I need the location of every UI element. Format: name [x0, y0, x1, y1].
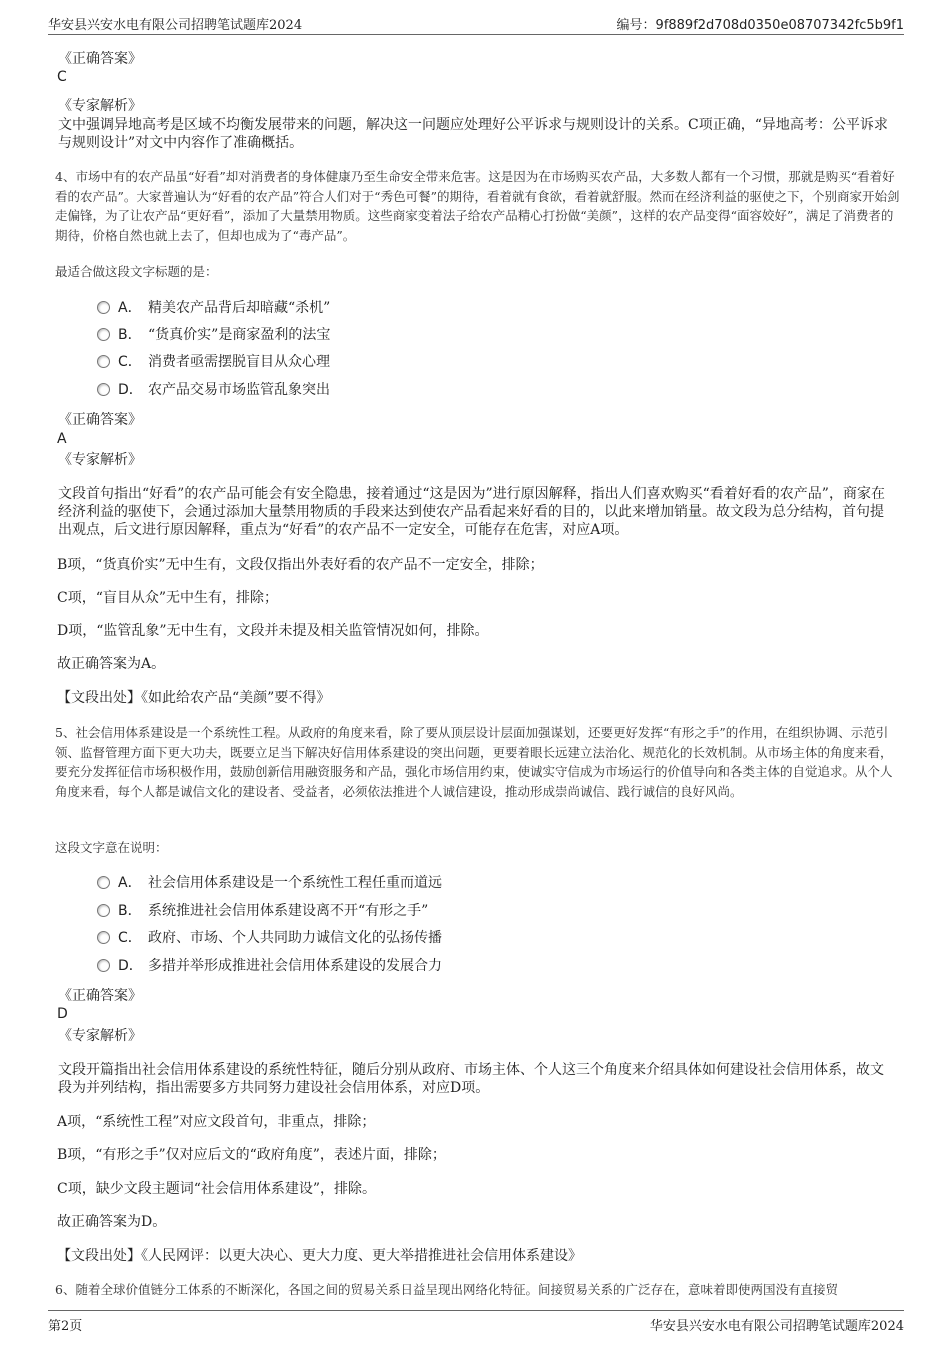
option-key: D．: [118, 382, 143, 398]
radio-icon[interactable]: [97, 904, 110, 917]
option-key: C．: [118, 354, 142, 370]
option-key: B．: [118, 903, 142, 919]
footer-title: 华安县兴安水电有限公司招聘笔试题库2024: [649, 1319, 904, 1334]
q4-analysis-p1: 文段首句指出“好看”的农产品可能会有安全隐患，接着通过“这是因为”进行原因解释，指出人们喜欢购买“看着好看的农产品”，商家在经济利益的驱使下，会通过添加大量禁用物质的手段来达到使农产品看起来好看的目的，以此来增加销量。故文段为总分结构，首句提出观点，后文进行原因解释，重点为“好看”的农产品不一定安全，可能存在危害，对应A项。: [58, 486, 885, 538]
q5-answer: D: [57, 1006, 68, 1022]
q5-analysis-p5: 故正确答案为D。: [57, 1214, 167, 1230]
radio-icon[interactable]: [97, 931, 110, 944]
option-key: B．: [118, 327, 142, 343]
q5-option-d[interactable]: [97, 955, 442, 977]
option-key: A．: [118, 875, 142, 891]
radio-icon[interactable]: [97, 876, 110, 889]
q5-analysis-p3: B项，“有形之手”仅对应后文的“政府角度”，表述片面，排除；: [57, 1147, 446, 1163]
option-text: 多措并举形成推进社会信用体系建设的发展合力: [148, 958, 442, 974]
radio-icon[interactable]: [97, 328, 110, 341]
q4-analysis-p4: D项，“监管乱象”无中生有，文段并未提及相关监管情况如何，排除。: [57, 623, 489, 639]
q4-option-d[interactable]: [97, 379, 330, 401]
page-header: [48, 8, 904, 35]
option-key: A．: [118, 300, 142, 316]
q5-analysis-p2: A项，“系统性工程”对应文段首句，非重点，排除；: [57, 1114, 376, 1130]
q5-option-a[interactable]: [97, 872, 442, 894]
option-key: D．: [118, 958, 143, 974]
option-key: C．: [118, 930, 142, 946]
q5-option-c[interactable]: [97, 927, 442, 949]
option-text: 系统推进社会信用体系建设离不开“有形之手”: [148, 903, 429, 919]
q3-answer-label: 《正确答案》: [58, 51, 142, 67]
q4-option-a[interactable]: [97, 297, 330, 319]
q4-answer-label: 《正确答案》: [58, 412, 142, 428]
q3-analysis-label: 《专家解析》: [58, 98, 142, 114]
q5-source: 【文段出处】《人民网评：以更大决心、更大力度、更大举措推进社会信用体系建设》: [57, 1248, 582, 1264]
q4-ask: 最适合做这段文字标题的是：: [55, 264, 218, 279]
q4-analysis-p2: B项，“货真价实”无中生有，文段仅指出外表好看的农产品不一定安全，排除；: [57, 557, 544, 573]
option-text: 精美农产品背后却暗藏“杀机”: [148, 300, 331, 316]
radio-icon[interactable]: [97, 383, 110, 396]
q4-source: 【文段出处】《如此给农产品“美颜”要不得》: [57, 690, 331, 706]
q4-analysis-p5: 故正确答案为A。: [57, 656, 166, 672]
radio-icon[interactable]: [97, 301, 110, 314]
option-text: 社会信用体系建设是一个系统性工程任重而道远: [148, 875, 442, 891]
q5-option-b[interactable]: [97, 900, 428, 922]
radio-icon[interactable]: [97, 355, 110, 368]
option-text: “货真价实”是商家盈利的法宝: [148, 327, 331, 343]
q4-answer: A: [57, 431, 67, 447]
q3-analysis: 文中强调异地高考是区域不均衡发展带来的问题，解决这一问题应处理好公平诉求与规则设计的关系。C项正确，“异地高考：公平诉求与规则设计”对文中内容作了准确概括。: [58, 117, 888, 151]
page-number: 第2页: [48, 1319, 83, 1334]
page-footer: [48, 1310, 904, 1335]
q4-analysis-p3: C项，“盲目从众”无中生有，排除；: [57, 590, 279, 606]
q4-analysis-label: 《专家解析》: [58, 452, 142, 468]
radio-icon[interactable]: [97, 959, 110, 972]
q5-analysis-p4: C项，缺少文段主题词“社会信用体系建设”，排除。: [57, 1181, 377, 1197]
q5-question-text: 5、社会信用体系建设是一个系统性工程。从政府的角度来看，除了要从顶层设计层面加强谋划，还要更好发挥“有形之手”的作用，在组织协调、示范引领、监督管理方面下更大功夫，既要立足当下解决好信用体系建设的突出问题，更要着眼长远建立法治化、规范化的长效机制。从市场主体的角度来看，要充分发挥征信市场积极作用，鼓励创新信用融资服务和产品，强化市场信用约束，使诚实守信成为市场运行的价值导向和各类主体的自觉追求。从个人角度来看，每个人都是诚信文化的建设者、受益者，必须依法推进个人诚信建设，推动形成崇尚诚信、践行诚信的良好风尚。: [55, 725, 893, 799]
q5-answer-label: 《正确答案》: [58, 988, 142, 1004]
option-text: 农产品交易市场监管乱象突出: [148, 382, 330, 398]
q4-question-text: 4、市场中有的农产品虽“好看”却对消费者的身体健康乃至生命安全带来危害。这是因为在市场购买农产品，大多数人都有一个习惯，那就是购买“看着好看的农产品”。大家普遍认为“好看的农产品”符合人们对于“秀色可餐”的期待，看着就有食欲，看着就舒服。然而在经济利益的驱使之下，个别商家开始剑走偏锋，为了让农产品“更好看”，添加了大量禁用物质。这些商家变着法子给农产品精心打扮做“美颜”，这样的农产品变得“面容姣好”，满足了消费者的期待，价格自然也就上去了，但却也成为了“毒产品”。: [55, 169, 900, 243]
q5-ask: 这段文字意在说明：: [55, 840, 168, 855]
q6-question-text: 6、随着全球价值链分工体系的不断深化，各国之间的贸易关系日益呈现出网络化特征。间接贸易关系的广泛存在，意味着即使两国没有直接贸: [55, 1282, 838, 1297]
option-text: 消费者亟需摆脱盲目从众心理: [148, 354, 330, 370]
q5-analysis-label: 《专家解析》: [58, 1028, 142, 1044]
header-title: 华安县兴安水电有限公司招聘笔试题库2024: [48, 18, 303, 33]
q3-answer: C: [57, 69, 67, 85]
q4-option-b[interactable]: [97, 324, 330, 346]
q5-analysis-p1: 文段开篇指出社会信用体系建设的系统性特征，随后分别从政府、市场主体、个人这三个角度来介绍具体如何建设社会信用体系，故文段为并列结构，指出需要多方共同努力建设社会信用体系，对应D项。: [58, 1062, 884, 1096]
header-doc-id: 编号：9f889f2d708d0350e08707342fc5b9f1: [616, 18, 904, 33]
q4-option-c[interactable]: [97, 351, 330, 373]
option-text: 政府、市场、个人共同助力诚信文化的弘扬传播: [148, 930, 442, 946]
